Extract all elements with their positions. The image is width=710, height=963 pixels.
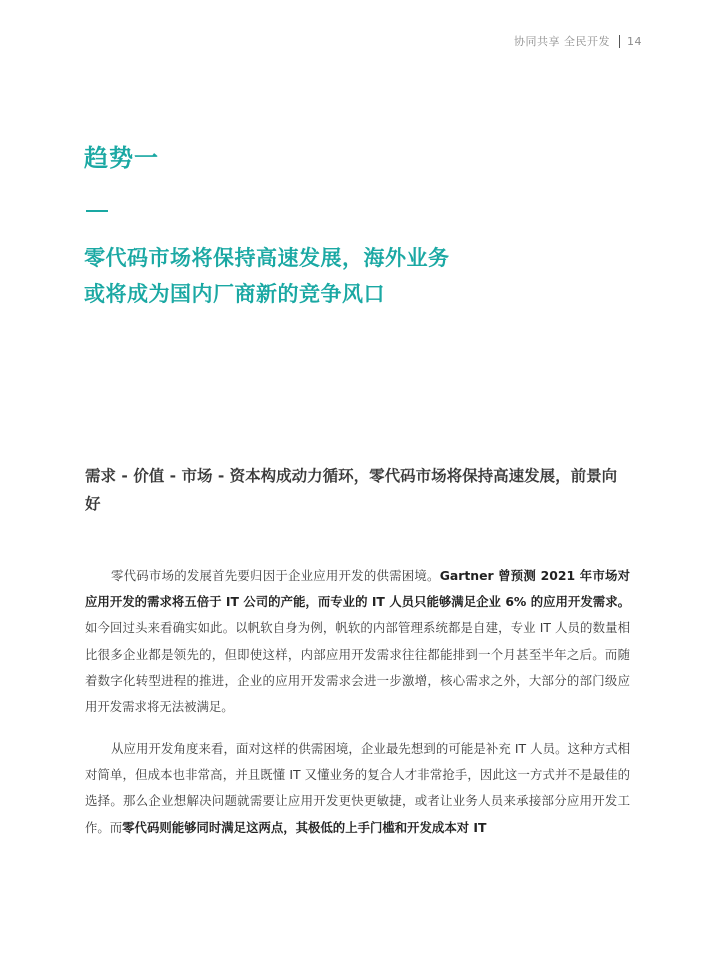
accent-dash bbox=[86, 210, 108, 212]
section-subheading: 需求 - 价值 - 市场 - 资本构成动力循环，零代码市场将保持高速发展，前景向好 bbox=[85, 467, 618, 513]
body-paragraph-1 bbox=[85, 563, 630, 720]
trend-title: 趋势一 bbox=[84, 144, 159, 172]
headline-line-1: 零代码市场将保持高速发展，海外业务 bbox=[84, 246, 450, 270]
headline-line-2: 或将成为国内厂商新的竞争风口 bbox=[84, 282, 385, 306]
paragraph-2-sentence-1: 从应用开发角度来看，面对这样的供需困境，企业最先想到的可能是补充 IT 人员。这种方式相对简单，但成本也非常高，并且既懂 IT 又懂业务的复合人才非常抢手，因此这一方式并不是最佳的选择。那么企业想解决问题就需要让应用开发更快更敏捷，或者让业务人员来承接部分应用开发工作。而 bbox=[85, 741, 630, 835]
paragraph-1-bold-claim: Gartner 曾预测 2021 年市场对应用开发的需求将五倍于 IT 公司的产能，而专业的 IT 人员只能够满足企业 6% 的应用开发需求。 bbox=[85, 568, 631, 610]
paragraph-2-bold-claim: 零代码则能够同时满足这两点，其极低的上手门槛和开发成本对 IT bbox=[122, 819, 487, 835]
paragraph-1-sentence-3: 如今回过头来看确实如此。以帆软自身为例，帆软的内部管理系统都是自建，专业 IT 人员的数量相比很多企业都是领先的，但即使这样，内部应用开发需求往往都能排到一个月甚至半年之后。而随着数字化转型进程的推进，企业的应用开发需求会进一步激增，核心需求之外，大部分的部门级应用开发需求将无法被满足。 bbox=[85, 620, 630, 715]
trend-headline bbox=[84, 240, 624, 312]
running-header bbox=[514, 33, 642, 49]
running-header-title: 协同共享 全民开发 bbox=[514, 35, 610, 48]
body-paragraph-2 bbox=[85, 736, 630, 841]
header-divider bbox=[619, 35, 620, 48]
page-number: 14 bbox=[627, 34, 642, 48]
paragraph-1-sentence-1: 零代码市场的发展首先要归因于企业应用开发的供需困境。 bbox=[111, 568, 440, 583]
